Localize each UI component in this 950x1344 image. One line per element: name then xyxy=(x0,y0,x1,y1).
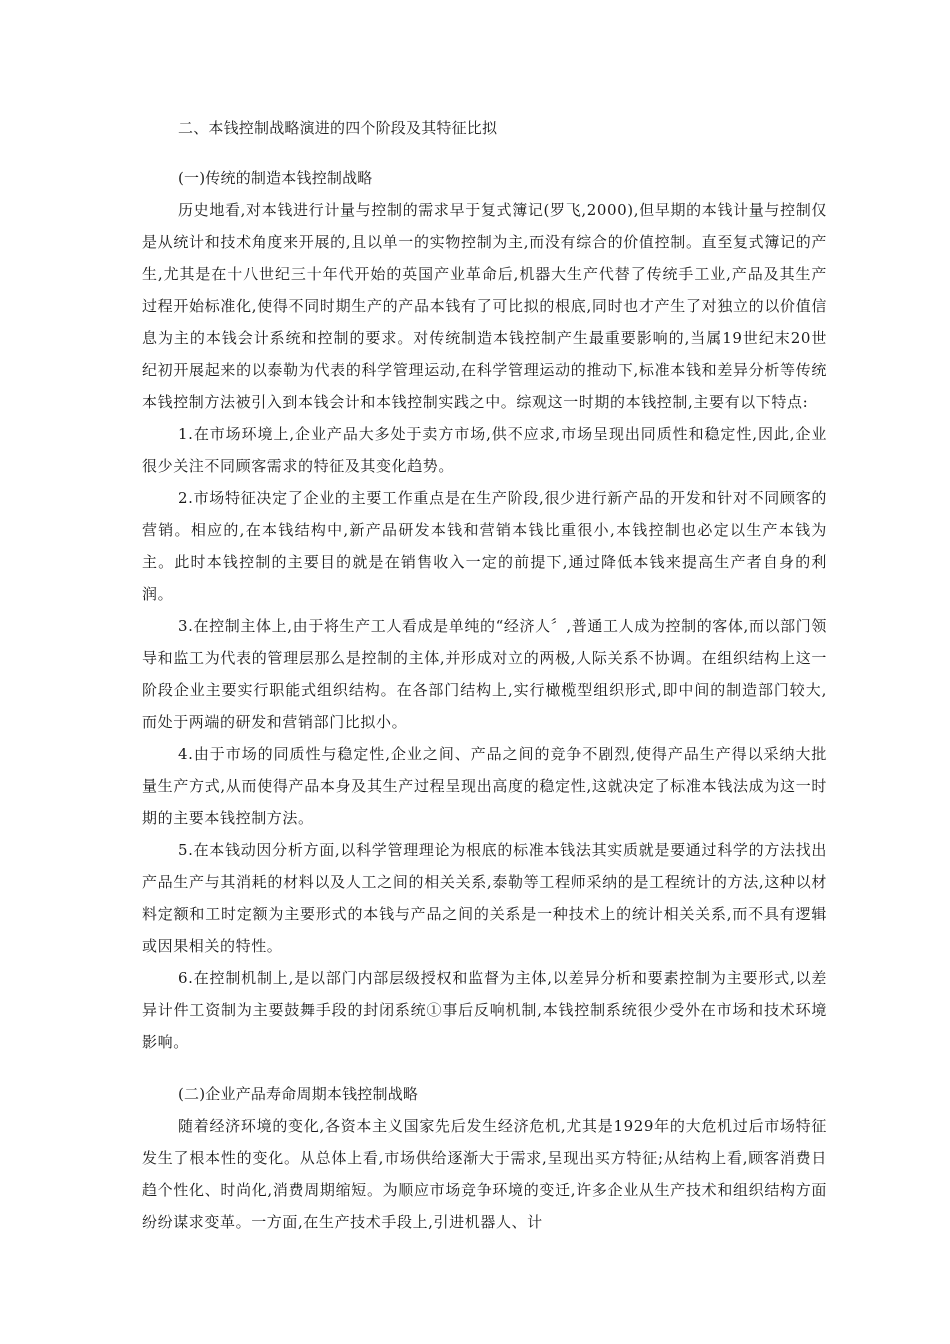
part1-point-2: 2.市场特征决定了企业的主要工作重点是在生产阶段,很少进行新产品的开发和针对不同顾客的营销。相应的,在本钱结构中,新产品研发本钱和营销本钱比重很小,本钱控制也必定以生产本钱为主。此时本钱控制的主要目的就是在销售收入一定的前提下,通过降低本钱来提高生产者自身的利润。 xyxy=(142,489,827,603)
part1-point-4: 4.由于市场的同质性与稳定性,企业之间、产品之间的竞争不剧烈,使得产品生产得以采纳大批量生产方式,从而使得产品本身及其生产过程呈现出高度的稳定性,这就决定了标准本钱法成为这一时期的主要本钱控制方法。 xyxy=(142,745,827,827)
part1-title: (一)传统的制造本钱控制战略 xyxy=(178,169,373,187)
part1-point-6: 6.在控制机制上,是以部门内部层级授权和监督为主体,以差异分析和要素控制为主要形式,以差异计件工资制为主要鼓舞手段的封闭系统①事后反响机制,本钱控制系统很少受外在市场和技术环境影响。 xyxy=(142,969,827,1051)
part1-point-1: 1.在市场环境上,企业产品大多处于卖方市场,供不应求,市场呈现出同质性和稳定性,因此,企业很少关注不同顾客需求的特征及其变化趋势。 xyxy=(142,425,827,475)
part1-intro-paragraph: 历史地看,对本钱进行计量与控制的需求早于复式簿记(罗飞,2000),但早期的本钱计量与控制仅是从统计和技术角度来开展的,且以单一的实物控制为主,而没有综合的价值控制。直至复式簿记的产生,尤其是在十八世纪三十年代开始的英国产业革命后,机器大生产代替了传统手工业,产品及其生产过程开始标准化,使得不同时期生产的产品本钱有了可比拟的根底,同时也才产生了对独立的以价值信息为主的本钱会计系统和控制的要求。对传统制造本钱控制产生最重要影响的,当属19世纪末20世纪初开展起来的以泰勒为代表的科学管理运动,在科学管理运动的推动下,标准本钱和差异分析等传统本钱控制方法被引入到本钱会计和本钱控制实践之中。综观这一时期的本钱控制,主要有以下特点: xyxy=(142,201,827,411)
section-title: 二、本钱控制战略演进的四个阶段及其特征比拟 xyxy=(178,119,498,137)
part2-intro-paragraph: 随着经济环境的变化,各资本主义国家先后发生经济危机,尤其是1929年的大危机过后市场特征发生了根本性的变化。从总体上看,市场供给逐渐大于需求,呈现出买方特征;从结构上看,顾客消费日趋个性化、时尚化,消费周期缩短。为顺应市场竞争环境的变迁,许多企业从生产技术和组织结构方面纷纷谋求变革。一方面,在生产技术手段上,引进机器人、计 xyxy=(142,1117,827,1231)
part1-point-5: 5.在本钱动因分析方面,以科学管理理论为根底的标准本钱法其实质就是要通过科学的方法找出产品生产与其消耗的材料以及人工之间的相关关系,泰勒等工程师采纳的是工程统计的方法,这种以材料定额和工时定额为主要形式的本钱与产品之间的关系是一种技术上的统计相关关系,而不具有逻辑或因果相关的特性。 xyxy=(142,841,827,955)
part2-title: (二)企业产品寿命周期本钱控制战略 xyxy=(178,1085,419,1103)
document-body xyxy=(142,112,827,1238)
part1-point-3: 3.在控制主体上,由于将生产工人看成是单纯的“经济人〞,普通工人成为控制的客体,而以部门领导和监工为代表的管理层那么是控制的主体,并形成对立的两极,人际关系不协调。在组织结构上这一阶段企业主要实行职能式组织结构。在各部门结构上,实行橄榄型组织形式,即中间的制造部门较大,而处于两端的研发和营销部门比拟小。 xyxy=(142,617,827,731)
section-gap xyxy=(142,1058,827,1078)
